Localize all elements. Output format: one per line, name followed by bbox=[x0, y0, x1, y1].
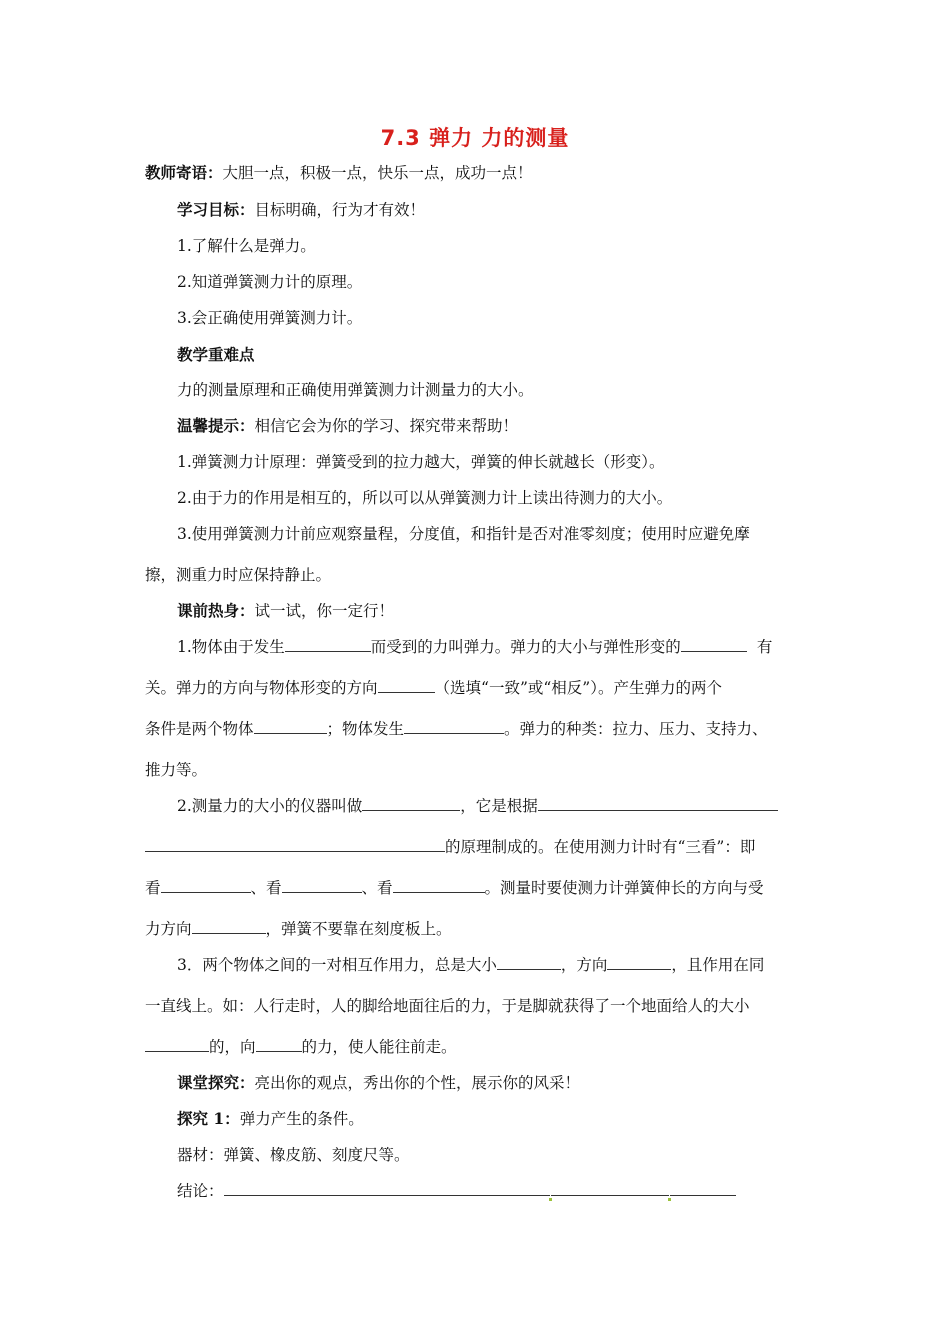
question-text: 、看 bbox=[250, 879, 282, 897]
answer-blank[interactable] bbox=[282, 878, 362, 893]
tips-heading bbox=[177, 416, 842, 436]
explore-1-text: 弹力产生的条件。 bbox=[239, 1110, 364, 1128]
learning-goals-text: 目标明确，行为才有效！ bbox=[254, 201, 426, 219]
answer-blank[interactable] bbox=[224, 1181, 550, 1196]
question-text: ；物体发生 bbox=[326, 720, 405, 738]
question-3-line bbox=[177, 955, 842, 975]
answer-blank[interactable] bbox=[161, 878, 251, 893]
teacher-message-label: 教师寄语： bbox=[145, 163, 223, 182]
key-points-text: 力的测量原理和正确使用弹簧测力计测量力的大小。 bbox=[177, 381, 534, 399]
answer-blank[interactable] bbox=[254, 719, 327, 734]
explore-heading bbox=[177, 1073, 842, 1093]
tips-label: 温馨提示： bbox=[177, 416, 255, 435]
answer-blank[interactable] bbox=[404, 719, 504, 734]
question-text: 的力，使人能往前走。 bbox=[301, 1038, 457, 1056]
explore-text: 亮出你的观点，秀出你的个性，展示你的风采！ bbox=[254, 1074, 581, 1092]
goal-item: 3.会正确使用弹簧测力计。 bbox=[177, 309, 363, 327]
question-text: ，弹簧不要靠在刻度板上。 bbox=[265, 920, 452, 938]
learning-goals bbox=[177, 200, 842, 220]
page-title: 7.3 弹力 力的测量 bbox=[380, 126, 570, 150]
teacher-message bbox=[145, 163, 810, 183]
question-text: （选填“一致”或“相反”）。产生弹力的两个 bbox=[434, 679, 722, 697]
question-text: 1.物体由于发生 bbox=[177, 638, 285, 656]
tip-item-continued: 擦，测重力时应保持静止。 bbox=[145, 566, 332, 584]
teacher-message-text: 大胆一点，积极一点，快乐一点，成功一点！ bbox=[222, 164, 533, 182]
goal-item: 1.了解什么是弹力。 bbox=[177, 237, 316, 255]
question-2-line bbox=[145, 837, 810, 857]
answer-blank[interactable] bbox=[256, 1037, 302, 1052]
question-3-line bbox=[145, 1037, 810, 1057]
explore-1-label: 探究 1： bbox=[177, 1109, 240, 1128]
question-text: 力方向 bbox=[145, 920, 192, 938]
warmup-label: 课前热身： bbox=[177, 601, 255, 620]
answer-blank[interactable] bbox=[378, 678, 435, 693]
question-3-line: 一直线上。如：人行走时，人的脚给地面往后的力，于是脚就获得了一个地面给人的大小 bbox=[145, 997, 750, 1015]
question-text: 关。弹力的方向与物体形变的方向 bbox=[145, 679, 378, 697]
answer-blank[interactable] bbox=[362, 796, 460, 811]
key-points-heading: 教学重难点 bbox=[177, 345, 255, 364]
question-text: ，方向 bbox=[560, 956, 608, 974]
answer-blank[interactable] bbox=[670, 1181, 736, 1196]
answer-blank[interactable] bbox=[551, 1181, 669, 1196]
answer-blank[interactable] bbox=[145, 837, 445, 852]
answer-blank[interactable] bbox=[393, 878, 485, 893]
question-text: 的，向 bbox=[209, 1038, 256, 1056]
tips-text: 相信它会为你的学习、探究带来帮助！ bbox=[254, 417, 519, 435]
answer-blank[interactable] bbox=[145, 1037, 209, 1052]
question-text: 的原理制成的。在使用测力计时有“三看”：即 bbox=[445, 838, 756, 856]
answer-blank[interactable] bbox=[192, 919, 266, 934]
tip-item: 1.弹簧测力计原理：弹簧受到的拉力越大，弹簧的伸长就越长（形变）。 bbox=[177, 453, 665, 471]
question-1-line bbox=[177, 637, 842, 657]
answer-blank[interactable] bbox=[538, 796, 778, 811]
tip-item: 3.使用弹簧测力计前应观察量程，分度值，和指针是否对准零刻度；使用时应避免摩 bbox=[177, 525, 750, 543]
materials-line: 器材：弹簧、橡皮筋、刻度尺等。 bbox=[177, 1146, 410, 1164]
question-1-line: 推力等。 bbox=[145, 761, 208, 779]
answer-blank[interactable] bbox=[285, 637, 371, 652]
question-text: 有 bbox=[756, 638, 773, 656]
warmup-text: 试一试，你一定行！ bbox=[254, 602, 395, 620]
answer-blank[interactable] bbox=[497, 955, 561, 970]
explore-label: 课堂探究： bbox=[177, 1073, 255, 1092]
tip-item: 2.由于力的作用是相互的，所以可以从弹簧测力计上读出待测力的大小。 bbox=[177, 489, 673, 507]
question-text: ，且作用在同 bbox=[671, 956, 765, 974]
question-text: 而受到的力叫弹力。弹力的大小与弹性形变的 bbox=[370, 638, 681, 656]
question-text: 条件是两个物体 bbox=[145, 720, 254, 738]
explore-1-heading bbox=[177, 1109, 842, 1129]
question-text: 2.测量力的大小的仪器叫做 bbox=[177, 797, 363, 815]
mark-dot bbox=[549, 1198, 552, 1201]
goal-item: 2.知道弹簧测力计的原理。 bbox=[177, 273, 363, 291]
warmup-heading bbox=[177, 601, 842, 621]
question-2-line bbox=[177, 796, 842, 816]
question-text: ，它是根据 bbox=[460, 797, 538, 815]
conclusion-label: 结论： bbox=[177, 1182, 224, 1200]
learning-goals-label: 学习目标： bbox=[177, 200, 255, 219]
question-2-line bbox=[145, 919, 810, 939]
conclusion-line bbox=[177, 1181, 842, 1201]
answer-blank[interactable] bbox=[681, 637, 747, 652]
question-text: 。弹力的种类：拉力、压力、支持力、 bbox=[504, 720, 768, 738]
question-text: 。测量时要使测力计弹簧伸长的方向与受 bbox=[484, 879, 764, 897]
question-text: 看 bbox=[145, 879, 161, 897]
question-2-line bbox=[145, 878, 810, 898]
question-1-line bbox=[145, 678, 810, 698]
question-text: 、看 bbox=[361, 879, 393, 897]
question-text: 3．两个物体之间的一对相互作用力，总是大小 bbox=[177, 956, 497, 974]
question-1-line bbox=[145, 719, 810, 739]
answer-blank[interactable] bbox=[607, 955, 671, 970]
mark-dot bbox=[668, 1198, 671, 1201]
